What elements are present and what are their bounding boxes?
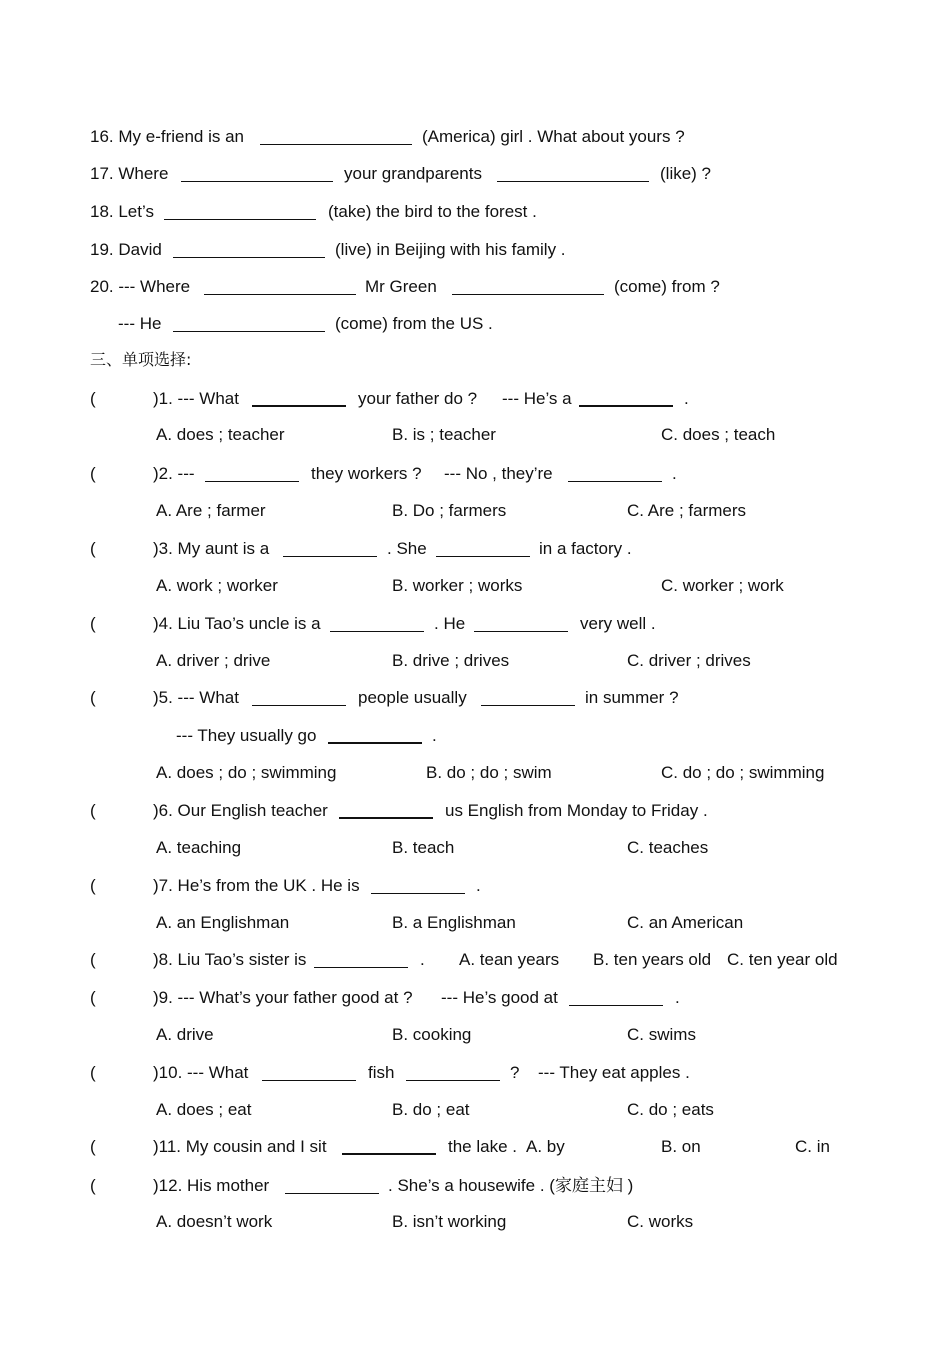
answer-paren[interactable]: ( bbox=[90, 876, 96, 895]
option-a[interactable]: A. driver ; drive bbox=[156, 651, 271, 670]
option-a[interactable]: A. teaching bbox=[156, 838, 242, 857]
answer-paren[interactable]: ( bbox=[90, 539, 96, 558]
option-a[interactable]: A. by bbox=[526, 1137, 565, 1156]
option-a[interactable]: A. tean years bbox=[459, 950, 560, 969]
answer-blank[interactable] bbox=[579, 405, 673, 407]
question-text: )2. --- bbox=[153, 464, 195, 483]
answer-blank[interactable] bbox=[252, 405, 346, 407]
answer-blank[interactable] bbox=[452, 294, 604, 295]
option-b[interactable]: B. isn’t working bbox=[392, 1212, 507, 1231]
answer-blank[interactable] bbox=[285, 1193, 379, 1194]
option-c[interactable]: C. works bbox=[627, 1212, 694, 1231]
option-b[interactable]: B. is ; teacher bbox=[392, 425, 496, 444]
option-c[interactable]: C. ten year old bbox=[727, 950, 838, 969]
answer-paren[interactable]: ( bbox=[90, 389, 96, 408]
answer-blank[interactable] bbox=[569, 1005, 663, 1006]
answer-blank[interactable] bbox=[568, 481, 662, 482]
question-text: )3. My aunt is a bbox=[153, 539, 270, 558]
question-text: (take) the bird to the forest . bbox=[328, 202, 537, 221]
answer-blank[interactable] bbox=[339, 817, 433, 819]
answer-blank[interactable] bbox=[497, 181, 649, 182]
option-c[interactable]: C. swims bbox=[627, 1025, 696, 1044]
option-c[interactable]: C. Are ; farmers bbox=[627, 501, 747, 520]
option-c[interactable]: C. teaches bbox=[627, 838, 709, 857]
question-text: --- They eat apples . bbox=[538, 1063, 690, 1082]
answer-blank[interactable] bbox=[481, 705, 575, 706]
answer-blank[interactable] bbox=[328, 742, 422, 744]
option-a[interactable]: A. drive bbox=[156, 1025, 214, 1044]
option-b[interactable]: B. on bbox=[661, 1137, 701, 1156]
option-a[interactable]: A. does ; do ; swimming bbox=[156, 763, 337, 782]
option-b[interactable]: B. a Englishman bbox=[392, 913, 516, 932]
question-text: . He bbox=[434, 614, 466, 633]
question-text: your father do ? bbox=[358, 389, 478, 408]
answer-paren[interactable]: ( bbox=[90, 464, 96, 483]
option-a[interactable]: A. does ; eat bbox=[156, 1100, 252, 1119]
question-text: . bbox=[420, 950, 425, 969]
option-b[interactable]: B. ten years old bbox=[593, 950, 712, 969]
answer-paren[interactable]: ( bbox=[90, 1137, 96, 1156]
question-text: . bbox=[684, 389, 689, 408]
option-a[interactable]: A. work ; worker bbox=[156, 576, 278, 595]
option-c[interactable]: C. an American bbox=[627, 913, 744, 932]
question-text: fish bbox=[368, 1063, 395, 1082]
question-text: (come) from ? bbox=[614, 277, 720, 296]
option-b[interactable]: B. Do ; farmers bbox=[392, 501, 507, 520]
answer-paren[interactable]: ( bbox=[90, 688, 96, 707]
option-b[interactable]: B. cooking bbox=[392, 1025, 472, 1044]
answer-blank[interactable] bbox=[205, 481, 299, 482]
question-text: )11. My cousin and I sit bbox=[153, 1137, 327, 1156]
question-text: )12. His mother bbox=[153, 1176, 270, 1195]
question-text: --- No , they’re bbox=[444, 464, 553, 483]
answer-blank[interactable] bbox=[252, 705, 346, 706]
answer-blank[interactable] bbox=[474, 631, 568, 632]
section-title: 三、单项选择: bbox=[90, 350, 192, 369]
question-text: . bbox=[476, 876, 481, 895]
question-text: --- He’s good at bbox=[441, 988, 558, 1007]
option-b[interactable]: B. do ; do ; swim bbox=[426, 763, 552, 782]
question-text: . She bbox=[387, 539, 427, 558]
question-text: people usually bbox=[358, 688, 467, 707]
question-text: )4. Liu Tao’s uncle is a bbox=[153, 614, 321, 633]
question-text: --- He’s a bbox=[502, 389, 572, 408]
answer-blank[interactable] bbox=[173, 257, 325, 258]
answer-paren[interactable]: ( bbox=[90, 1176, 96, 1195]
option-a[interactable]: A. does ; teacher bbox=[156, 425, 285, 444]
option-c[interactable]: C. worker ; work bbox=[661, 576, 784, 595]
question-text: )10. --- What bbox=[153, 1063, 249, 1082]
answer-paren[interactable]: ( bbox=[90, 801, 96, 820]
question-text: 17. Where bbox=[90, 164, 169, 183]
question-text: in a factory . bbox=[539, 539, 632, 558]
question-text: ? bbox=[510, 1063, 520, 1082]
answer-blank[interactable] bbox=[314, 967, 408, 968]
answer-blank[interactable] bbox=[330, 631, 424, 632]
question-text: . bbox=[675, 988, 680, 1007]
question-text: 18. Let’s bbox=[90, 202, 154, 221]
question-text: (America) girl . What about yours ? bbox=[422, 127, 685, 146]
question-text: us English from Monday to Friday . bbox=[445, 801, 708, 820]
answer-blank[interactable] bbox=[371, 893, 465, 894]
question-text: your grandparents bbox=[344, 164, 482, 183]
answer-paren[interactable]: ( bbox=[90, 988, 96, 1007]
question-text: the lake . bbox=[448, 1137, 517, 1156]
option-b[interactable]: B. do ; eat bbox=[392, 1100, 470, 1119]
question-text: . bbox=[432, 726, 437, 745]
answer-paren[interactable]: ( bbox=[90, 950, 96, 969]
option-a[interactable]: A. Are ; farmer bbox=[156, 501, 266, 520]
option-c[interactable]: C. driver ; drives bbox=[627, 651, 751, 670]
answer-blank[interactable] bbox=[406, 1080, 500, 1081]
question-text: )9. --- What’s your father good at ? bbox=[153, 988, 413, 1007]
answer-blank[interactable] bbox=[204, 294, 356, 295]
option-c[interactable]: C. do ; eats bbox=[627, 1100, 714, 1119]
question-text: very well . bbox=[580, 614, 656, 633]
option-b[interactable]: B. worker ; works bbox=[392, 576, 523, 595]
question-text: )1. --- What bbox=[153, 389, 239, 408]
question-text: in summer ? bbox=[585, 688, 679, 707]
question-text: --- He bbox=[118, 314, 162, 333]
answer-blank[interactable] bbox=[181, 181, 333, 182]
option-b[interactable]: B. drive ; drives bbox=[392, 651, 510, 670]
option-a[interactable]: A. doesn’t work bbox=[156, 1212, 273, 1231]
question-text: (live) in Beijing with his family . bbox=[335, 240, 566, 259]
question-text: (come) from the US . bbox=[335, 314, 493, 333]
question-text: )7. He’s from the UK . He is bbox=[153, 876, 360, 895]
option-c[interactable]: C. in bbox=[795, 1137, 830, 1156]
question-text: they workers ? bbox=[311, 464, 422, 483]
question-text: )5. --- What bbox=[153, 688, 239, 707]
answer-blank[interactable] bbox=[260, 144, 412, 145]
question-text: Mr Green bbox=[365, 277, 437, 296]
option-c[interactable]: C. does ; teach bbox=[661, 425, 776, 444]
question-text: )8. Liu Tao’s sister is bbox=[153, 950, 307, 969]
answer-blank[interactable] bbox=[262, 1080, 356, 1081]
question-text: . bbox=[672, 464, 677, 483]
question-text: . She’s a housewife . (家庭主妇 ) bbox=[388, 1176, 634, 1195]
question-text: (like) ? bbox=[660, 164, 712, 183]
answer-blank[interactable] bbox=[342, 1153, 436, 1155]
answer-blank[interactable] bbox=[173, 331, 325, 332]
answer-blank[interactable] bbox=[283, 556, 377, 557]
question-text: --- They usually go bbox=[176, 726, 317, 745]
question-text: 19. David bbox=[90, 240, 162, 259]
answer-paren[interactable]: ( bbox=[90, 614, 96, 633]
question-text: )6. Our English teacher bbox=[153, 801, 328, 820]
question-text: 20. --- Where bbox=[90, 277, 191, 296]
option-a[interactable]: A. an Englishman bbox=[156, 913, 290, 932]
option-b[interactable]: B. teach bbox=[392, 838, 455, 857]
answer-paren[interactable]: ( bbox=[90, 1063, 96, 1082]
answer-blank[interactable] bbox=[436, 556, 530, 557]
option-c[interactable]: C. do ; do ; swimming bbox=[661, 763, 825, 782]
question-text: 16. My e-friend is an bbox=[90, 127, 245, 146]
answer-blank[interactable] bbox=[164, 219, 316, 220]
